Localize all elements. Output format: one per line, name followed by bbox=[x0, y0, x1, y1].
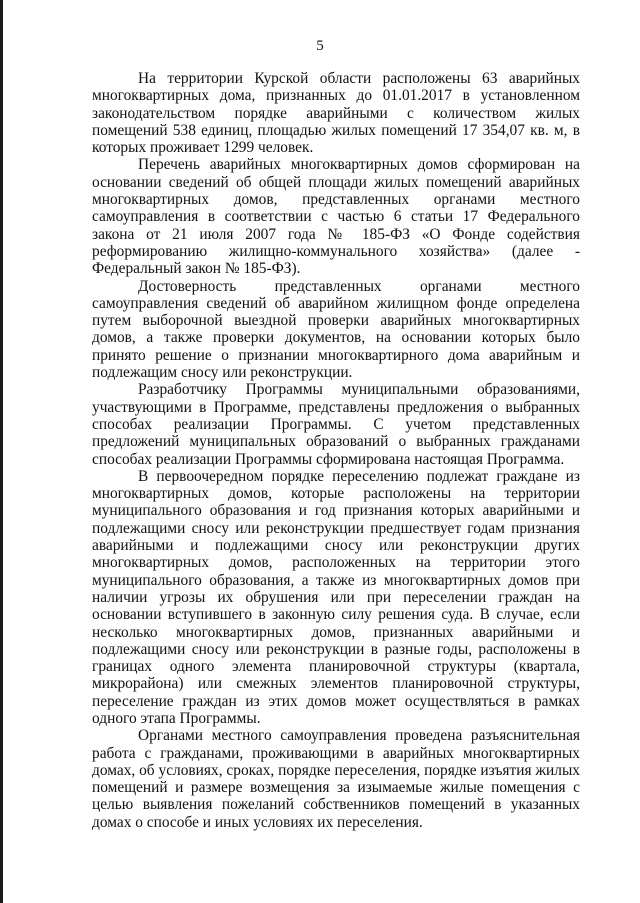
paragraph-program-proposals: Разработчику Программы муниципальными образованиями, участвующими в Программе, представлены предложения о выбранных способах реализации Программы. С учетом представленных предложений муниципальных образований о выбранных гражданами способах реализации Программы сформирована настоящая Программа. bbox=[92, 381, 580, 468]
paragraph-explanatory-work: Органами местного самоуправления проведена разъяснительная работа с гражданами, проживающими в аварийных многоквартирных домах, об условиях, сроках, порядке переселения, порядке изъятия жилых помещений и размере возмещения за изымаемые жилые помещения с целью выявления пожеланий собственников помещений в указанных домах о способе и иных условиях их переселения. bbox=[92, 727, 580, 831]
paragraph-list-formation: Перечень аварийных многоквартирных домов сформирован на основании сведений об общей площади жилых помещений аварийных многоквартирных домов, представленных органами местного самоуправления в соответствии с частью 6 статьи 17 Федерального закона от 21 июля 2007 года № 185-ФЗ «О Фонде содействия реформированию жилищно-коммунального хозяйства» (далее - Федеральный закон № 185-ФЗ). bbox=[92, 156, 580, 278]
document-body bbox=[92, 70, 580, 831]
paragraph-emergency-houses-count: На территории Курской области расположены 63 аварийных многоквартирных дома, признанных до 01.01.2017 в установленном законодательством порядке аварийными с количеством жилых помещений 538 единиц, площадью жилых помещений 17 354,07 кв. м, в которых проживает 1299 человек. bbox=[92, 70, 580, 157]
scan-edge bbox=[0, 0, 3, 903]
paragraph-data-verification: Достоверность представленных органами местного самоуправления сведений об аварийном жилищном фонде определена путем выборочной выездной проверки аварийных многоквартирных домов, а также проверки документов, на основании которых было принято решение о признании многоквартирного дома аварийным и подлежащим сносу или реконструкции. bbox=[92, 277, 580, 382]
page-number: 5 bbox=[316, 38, 324, 54]
paragraph-resettlement-priority: В первоочередном порядке переселению подлежат граждане из многоквартирных домов, которые расположены на территории муниципального образования и год признания которых аварийными и подлежащими сносу или реконструкции предшествует годам признания аварийными и подлежащими сносу или реконструкции других многоквартирных домов, расположенных на территории этого муниципального образования, а также из многоквартирных домов при наличии угрозы их обрушения или при переселении граждан на основании вступившего в законную силу решения суда. В случае, если несколько многоквартирных домов, признанных аварийными и подлежащими сносу или реконструкции в разные годы, расположены в границах одного элемента планировочной структуры (квартала, микрорайона) или смежных элементов планировочной структуры, переселение граждан из этих домов может осуществляться в рамках одного этапа Программы. bbox=[92, 467, 580, 727]
